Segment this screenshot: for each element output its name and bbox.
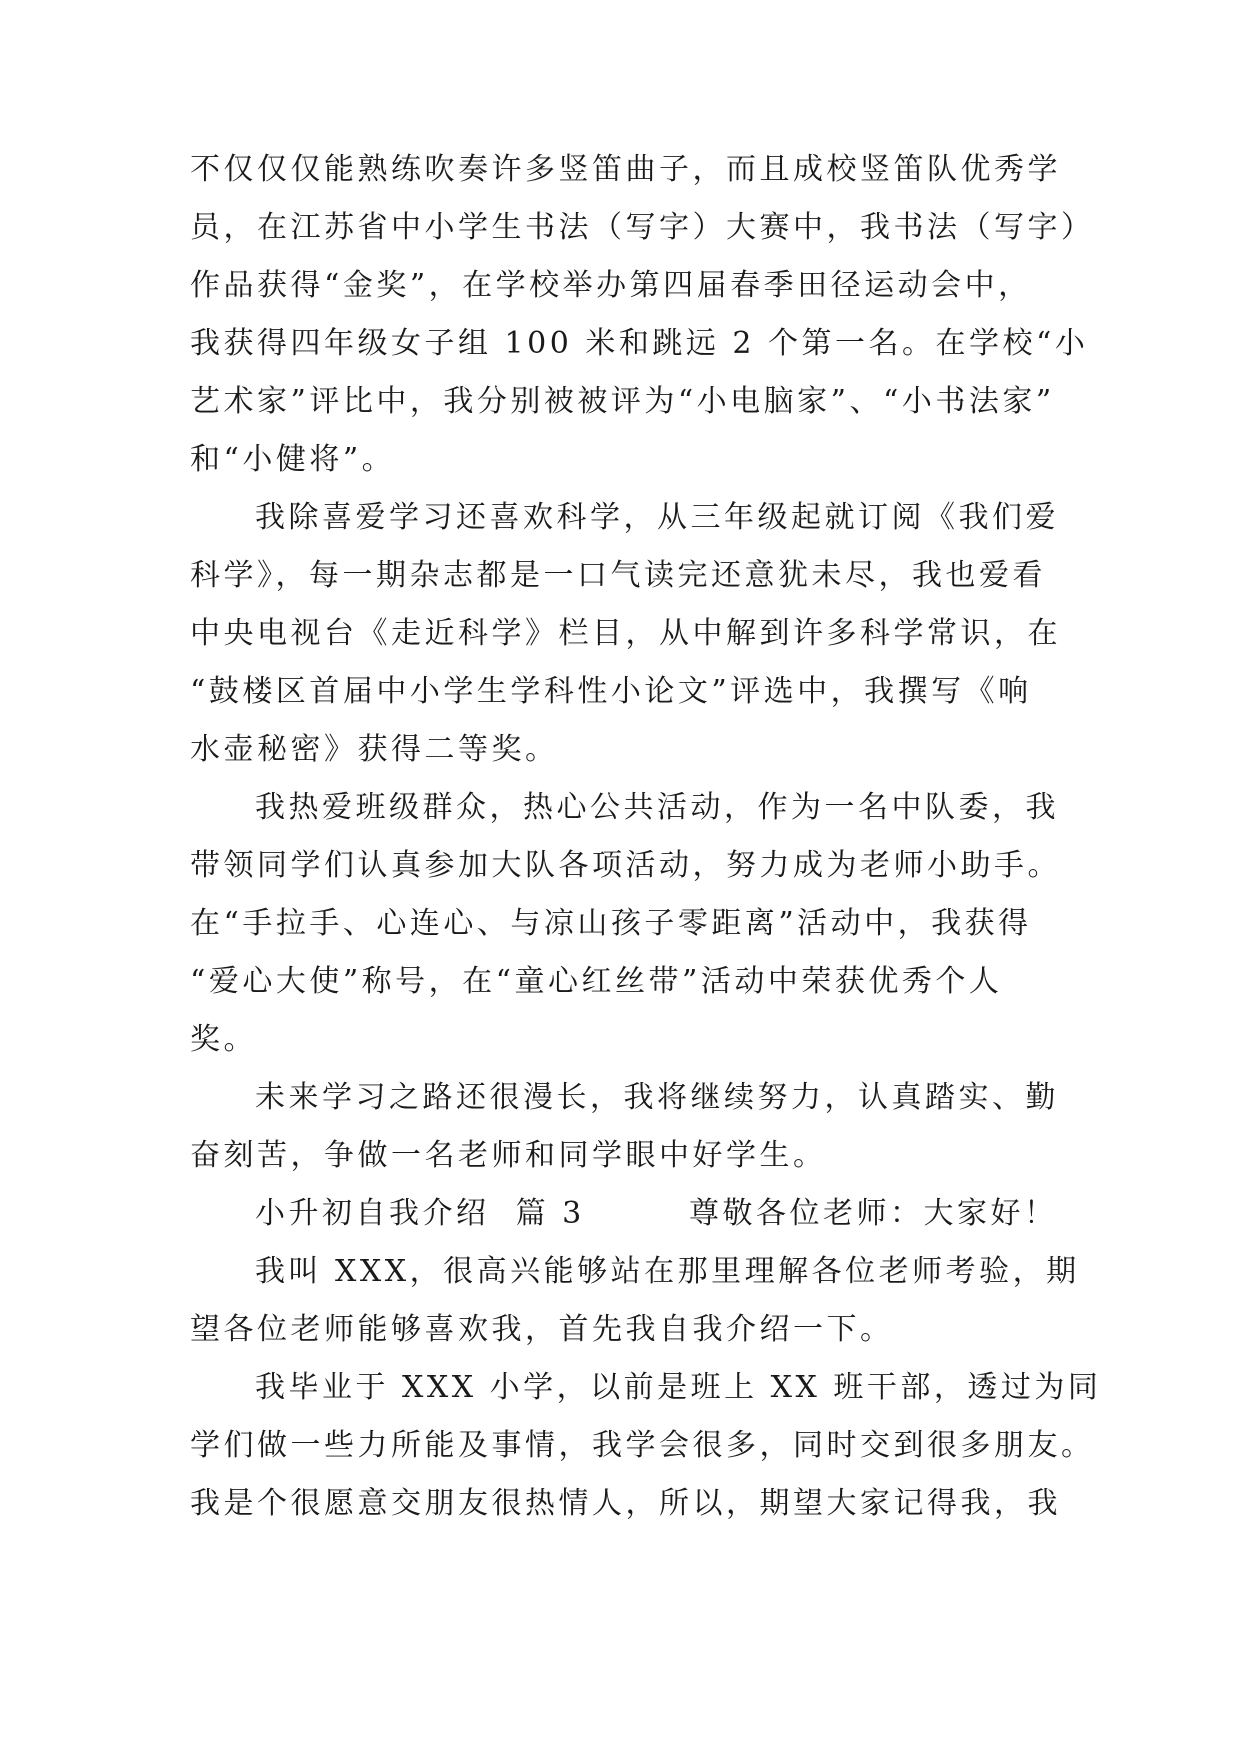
paragraph-start-line: 我除喜爱学习还喜欢科学，从三年级起就订阅《我们爱	[255, 500, 1059, 535]
text-line: 作品获得“金奖”，在学校举办第四届春季田径运动会中，	[190, 268, 1032, 303]
paragraph-start-line: 我热爱班级群众，热心公共活动，作为一名中队委，我	[255, 790, 1059, 825]
paragraph-start-line: 我毕业于 XXX 小学，以前是班上 XX 班干部，透过为同	[255, 1370, 1102, 1405]
text-line: 我是个很愿意交朋友很热情人，所以，期望大家记得我，我	[190, 1486, 1061, 1521]
text-line: “鼓楼区首届中小学生学科性小论文”评选中，我撰写《响	[190, 674, 1032, 709]
section-heading-line: 小升初自我介绍 篇 3 尊敬各位老师：大家好！	[255, 1196, 1058, 1231]
text-line: 和“小健将”。	[190, 442, 396, 477]
text-line: 奋刻苦，争做一名老师和同学眼中好学生。	[190, 1138, 827, 1173]
text-line: 艺术家”评比中，我分别被被评为“小电脑家”、“小书法家”	[190, 384, 1055, 419]
text-line: 奖。	[190, 1022, 257, 1057]
text-line: 水壶秘密》获得二等奖。	[190, 732, 559, 767]
text-line: 不仅仅仅能熟练吹奏许多竖笛曲子，而且成校竖笛队优秀学	[190, 152, 1061, 187]
text-line: 中央电视台《走近科学》栏目，从中解到许多科学常识，在	[190, 616, 1061, 651]
text-line: 员，在江苏省中小学生书法（写字）大赛中，我书法（写字）	[190, 210, 1095, 245]
text-line: “爱心大使”称号，在“童心红丝带”活动中荣获优秀个人	[190, 964, 1003, 999]
text-line: 我获得四年级女子组 100 米和跳远 2 个第一名。在学校“小	[190, 326, 1089, 361]
text-line: 在“手拉手、心连心、与凉山孩子零距离”活动中，我获得	[190, 906, 1032, 941]
text-line: 望各位老师能够喜欢我，首先我自我介绍一下。	[190, 1312, 894, 1347]
text-line: 带领同学们认真参加大队各项活动，努力成为老师小助手。	[190, 848, 1061, 883]
text-line: 科学》，每一期杂志都是一口气读完还意犹未尽，我也爱看	[190, 558, 1046, 593]
paragraph-start-line: 我叫 XXX，很高兴能够站在那里理解各位老师考验，期	[255, 1254, 1080, 1289]
paragraph-start-line: 未来学习之路还很漫长，我将继续努力，认真踏实、勤	[255, 1080, 1059, 1115]
text-line: 学们做一些力所能及事情，我学会很多，同时交到很多朋友。	[190, 1428, 1095, 1463]
